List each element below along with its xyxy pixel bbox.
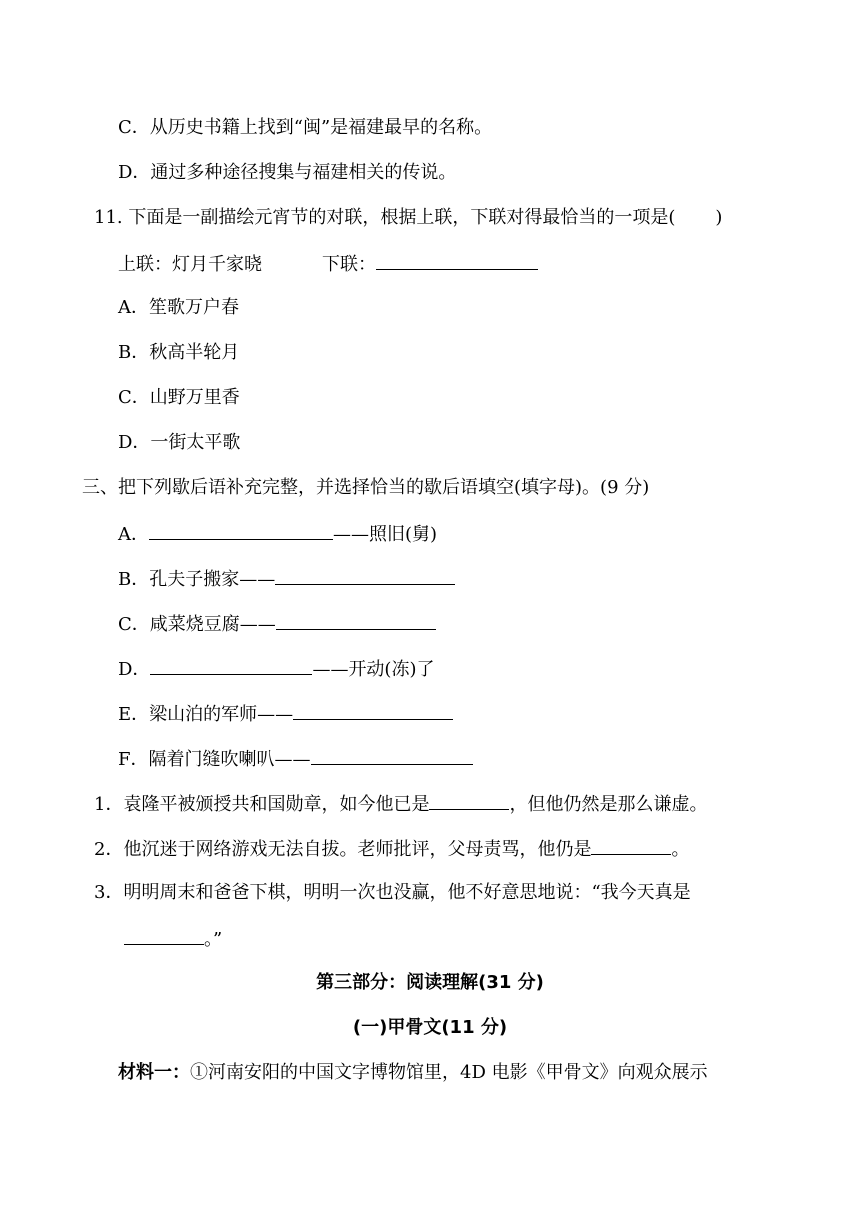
xhy-a-blank[interactable] xyxy=(149,521,333,540)
fill-3-cont: 。” xyxy=(124,926,222,952)
xhy-c: C．咸菜烧豆腐—— xyxy=(118,611,436,637)
section-3-title: 三、把下列歇后语补充完整，并选择恰当的歇后语填空(填字母)。(9 分) xyxy=(82,477,650,498)
question-11-text: 11. 下面是一副描绘元宵节的对联，根据上联，下联对得最恰当的一项是( xyxy=(94,207,676,228)
couplet-down-label: 下联： xyxy=(322,254,376,275)
xhy-d: D． ——开动(冻)了 xyxy=(118,656,434,682)
fill-3-blank[interactable] xyxy=(124,926,204,945)
xhy-c-blank[interactable] xyxy=(276,611,436,630)
fill-3: 3．明明周末和爸爸下棋，明明一次也没赢，他不好意思地说：“我今天真是 xyxy=(94,882,691,903)
material-label: 材料一： xyxy=(118,1062,190,1083)
xhy-f: F．隔着门缝吹喇叭—— xyxy=(118,746,473,772)
option-c: C．山野万里香 xyxy=(118,387,240,408)
couplet xyxy=(118,251,538,277)
option-d-prev: D．通过多种途径搜集与福建相关的传说。 xyxy=(118,162,457,183)
fill-1: 1．袁隆平被颁授共和国勋章，如今他已是 ，但他仍然是那么谦虚。 xyxy=(94,791,707,817)
xhy-b: B．孔夫子搬家—— xyxy=(118,566,455,592)
couplet-up: 上联：灯月千家晓 xyxy=(118,254,262,275)
part-3-title: 第三部分：阅读理解(31 分) xyxy=(316,972,544,993)
material-1 xyxy=(118,1061,708,1085)
material-text: ①河南安阳的中国文字博物馆里，4D 电影《甲骨文》向观众展示 xyxy=(190,1062,708,1083)
option-d: D．一街太平歌 xyxy=(118,432,241,453)
couplet-down-blank[interactable] xyxy=(376,251,538,270)
question-11: 11. 下面是一副描绘元宵节的对联，根据上联，下联对得最恰当的一项是( ) xyxy=(94,207,723,228)
option-c-prev: C．从历史书籍上找到“闽”是福建最早的名称。 xyxy=(118,117,493,138)
xhy-e-blank[interactable] xyxy=(293,701,453,720)
xhy-f-blank[interactable] xyxy=(311,746,473,765)
xhy-b-blank[interactable] xyxy=(275,566,455,585)
sub-1-title: (一)甲骨文(11 分) xyxy=(352,1017,508,1038)
option-a: A．笙歌万户春 xyxy=(118,297,239,318)
fill-1-blank[interactable] xyxy=(429,791,509,810)
xhy-a: A． ——照旧(舅) xyxy=(118,521,437,547)
option-b: B．秋高半轮月 xyxy=(118,342,240,363)
fill-2: 2．他沉迷于网络游戏无法自拔。老师批评，父母责骂，他仍是 。 xyxy=(94,836,689,862)
xhy-e: E．梁山泊的军师—— xyxy=(118,701,453,727)
fill-2-blank[interactable] xyxy=(591,836,671,855)
xhy-d-blank[interactable] xyxy=(150,656,312,675)
